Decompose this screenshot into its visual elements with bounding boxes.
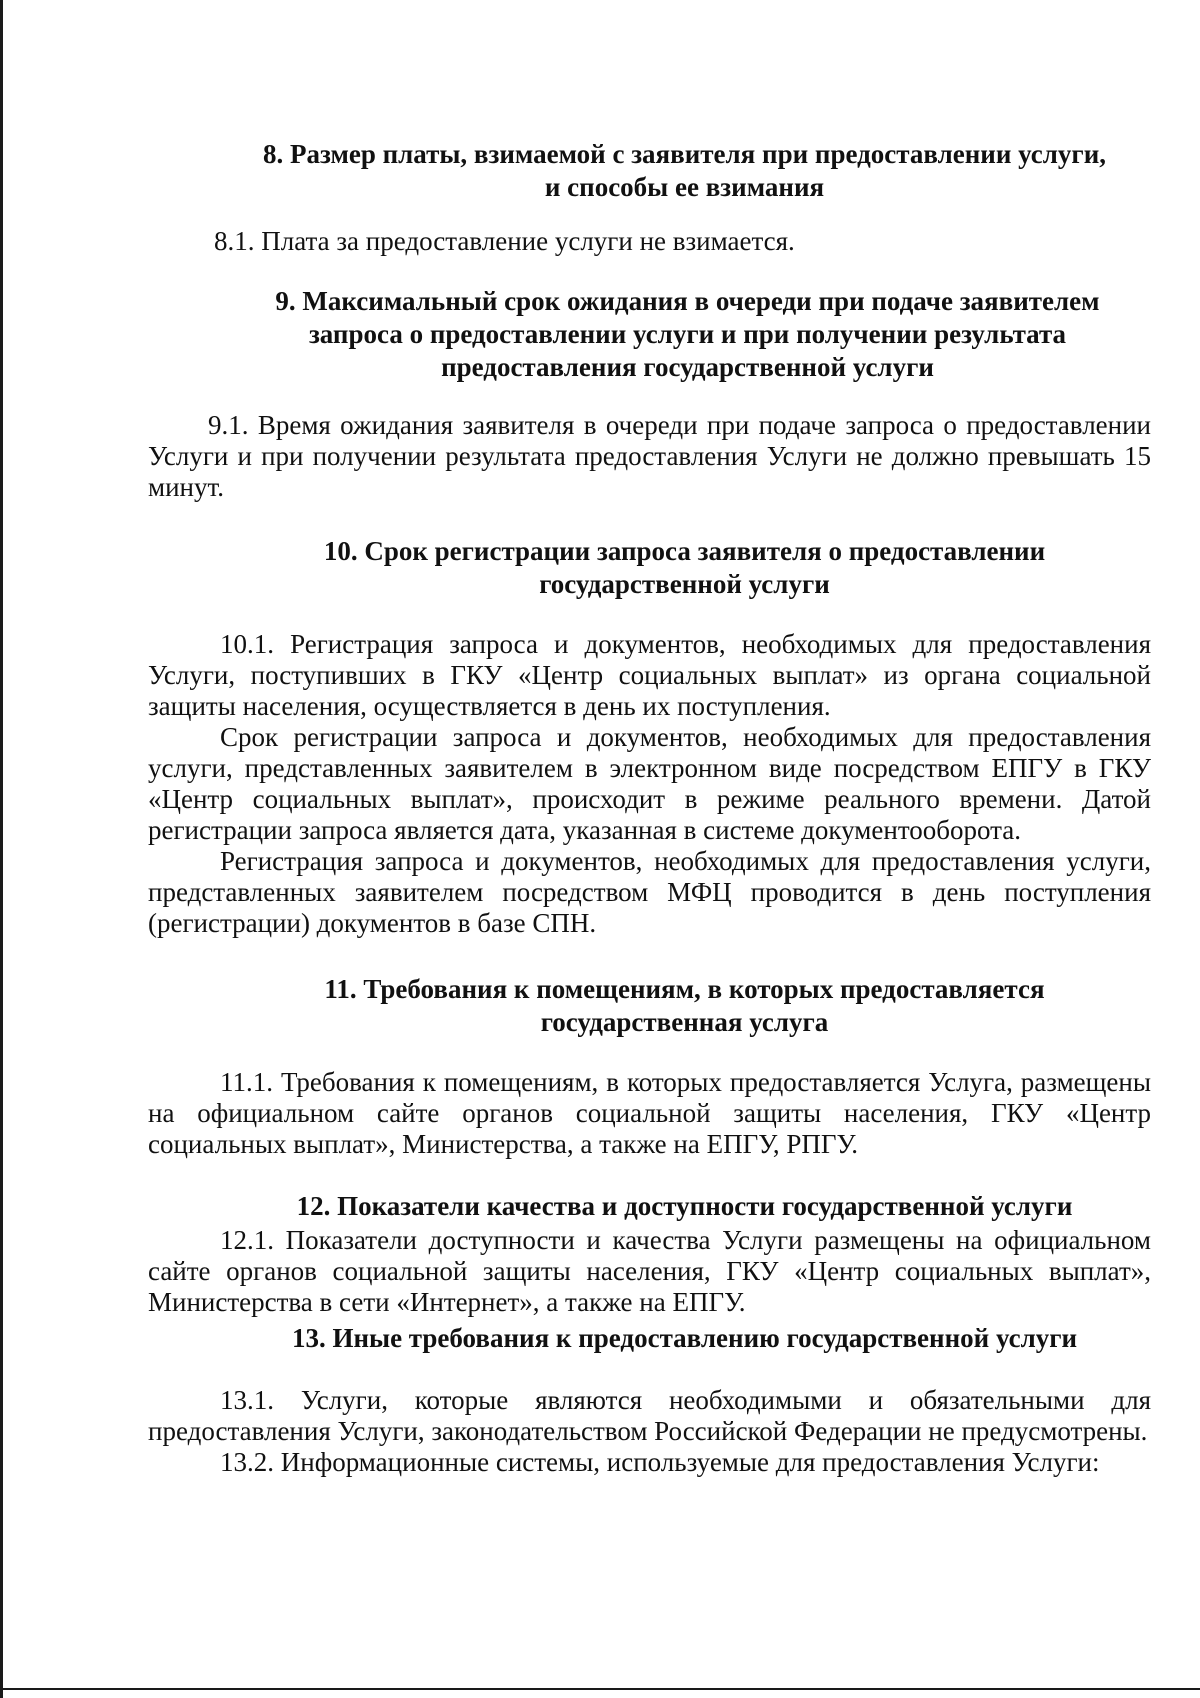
section-11	[148, 973, 1151, 1160]
section-9	[148, 285, 1151, 503]
section-13-heading-line-1: 13. Иные требования к предоставлению государственной услуги	[291, 1323, 1078, 1353]
scan-edge-left	[0, 0, 3, 1698]
section-9-paragraph-1: 9.1. Время ожидания заявителя в очереди при подаче запроса о предоставлении Услуги и при получении результата предоставления Услуги не должно превышать 15 минут.	[148, 410, 1151, 502]
section-9-heading-line-2: запроса о предоставлении услуги и при получении результата	[308, 319, 1067, 349]
section-12-paragraph-1: 12.1. Показатели доступности и качества Услуги размещены на официальном сайте органов социальной защиты населения, ГКУ «Центр социальных выплат», Министерства в сети «Интернет», а также на ЕПГУ.	[148, 1225, 1151, 1317]
section-8	[148, 138, 1151, 257]
section-11-heading-line-2: государственная услуга	[540, 1007, 829, 1037]
section-11-heading-line-1: 11. Требования к помещениям, в которых предоставляется	[324, 974, 1045, 1004]
section-10-heading-line-2: государственной услуги	[539, 569, 830, 599]
section-10-paragraph-3: Регистрация запроса и документов, необходимых для предоставления услуги, представленных заявителем посредством МФЦ проводится в день поступления (регистрации) документов в базе СПН.	[148, 846, 1151, 938]
section-13-paragraph-2: 13.2. Информационные системы, используемые для предоставления Услуги:	[220, 1447, 1100, 1477]
section-12	[148, 1190, 1151, 1318]
section-12-heading-line-1: 12. Показатели качества и доступности государственной услуги	[296, 1191, 1073, 1221]
section-10-paragraph-2: Срок регистрации запроса и документов, необходимых для предоставления услуги, представленных заявителем в электронном виде посредством ЕПГУ в ГКУ «Центр социальных выплат», происходит в режиме реального времени. Датой регистрации запроса является дата, указанная в системе документооборота.	[148, 722, 1151, 845]
section-8-paragraph-1: 8.1. Плата за предоставление услуги не взимается.	[214, 226, 795, 256]
section-10-paragraph-1: 10.1. Регистрация запроса и документов, необходимых для предоставления Услуги, поступивших в ГКУ «Центр социальных выплат» из органа социальной защиты населения, осуществляется в день их поступления.	[148, 629, 1151, 721]
document-page	[148, 138, 1151, 1478]
section-11-paragraph-1: 11.1. Требования к помещениям, в которых предоставляется Услуга, размещены на официальном сайте органов социальной защиты населения, ГКУ «Центр социальных выплат», Министерства, а также на ЕПГУ, РПГУ.	[148, 1067, 1151, 1159]
section-8-heading-line-2: и способы ее взимания	[544, 172, 825, 202]
section-13	[148, 1322, 1151, 1478]
section-10-heading-line-1: 10. Срок регистрации запроса заявителя о предоставлении	[323, 536, 1046, 566]
section-8-heading-line-1: 8. Размер платы, взимаемой с заявителя при предоставлении услуги,	[262, 139, 1106, 169]
section-9-heading-line-1: 9. Максимальный срок ожидания в очереди при подаче заявителем	[275, 286, 1100, 316]
section-10	[148, 535, 1151, 939]
section-13-paragraph-1: 13.1. Услуги, которые являются необходимыми и обязательными для предоставления Услуги, законодательством Российской Федерации не предусмотрены.	[148, 1385, 1151, 1446]
scan-edge-bottom	[0, 1688, 1200, 1690]
section-9-heading-line-3: предоставления государственной услуги	[441, 352, 934, 382]
